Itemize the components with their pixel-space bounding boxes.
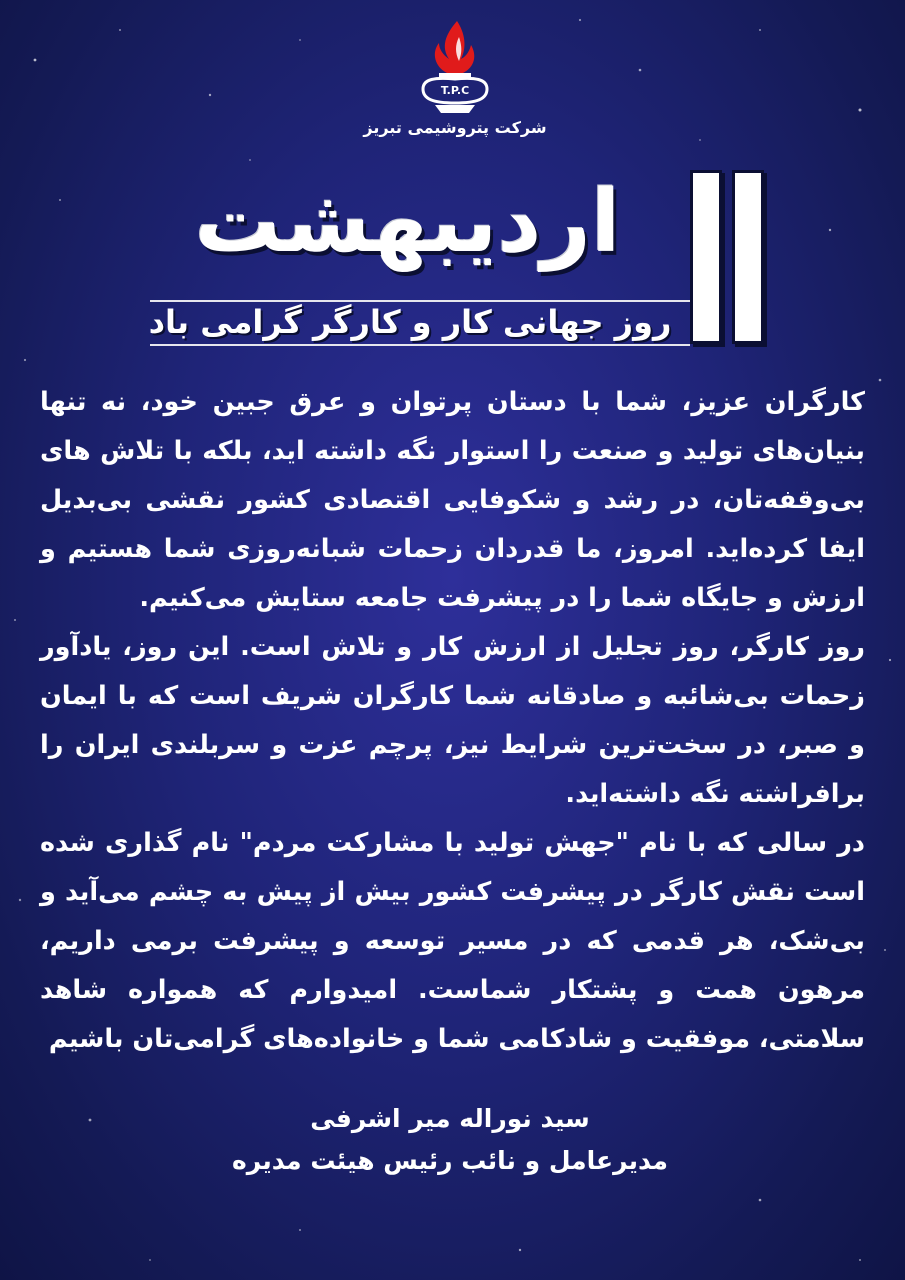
message-paragraph: در سالی که با نام "جهش تولید با مشارکت مردم" نام گذاری شده است نقش کارگر در پیشرفت کشور بیش از پیش به چشم می‌آید و بی‌شک، هر قدمی که در مسیر توسعه و پیشرفت برمی داریم، مرهون همت و پشتکار شماست. امیدوارم که همواره شاهد سلامتی، موفقیت و شادکامی شما و خانواده‌های گرامی‌تان باشیم (40, 828, 865, 1054)
labor-day-greeting: روز جهانی کار و کارگر گرامی باد (148, 303, 672, 341)
message-body (40, 378, 865, 1064)
flame-logo-icon (405, 15, 505, 120)
logo-badge-text: T.P.C (440, 84, 470, 97)
company-name: شرکت پتروشیمی تبریز (363, 118, 547, 137)
signatory-title: مدیرعامل و نائب رئیس هیئت مدیره (232, 1146, 668, 1175)
month-bar-right (732, 170, 764, 344)
month-number-graphic (682, 170, 770, 346)
message-paragraph: روز کارگر، روز تجلیل از ارزش کار و تلاش است. این روز، یادآور زحمات بی‌شائبه و صادقانه شما کارگران شریف است که با ایمان و صبر، در سخت‌ترین شرایط نیز، پرچم عزت و سربلندی ایران را برافراشته نگه داشته‌اید. (40, 632, 865, 809)
signatory-name: سید نوراله میر اشرفی (310, 1104, 590, 1133)
subtitle-rule-bottom (150, 344, 690, 346)
month-header (140, 168, 770, 350)
signature-block (150, 1098, 750, 1182)
message-paragraph: کارگران عزیز، شما با دستان پرتوان و عرق جبین خود، نه تنها بنیان‌های تولید و صنعت را استوار نگه داشته اید، بلکه با تلاش های بی‌وقفه‌تان، در رشد و شکوفایی اقتصادی کشور نقشی بی‌بدیل ایفا کرده‌اید. امروز، ما قدردان زحمات شبانه‌روزی شما هستیم و ارزش و جایگاه شما را در پیشرفت جامعه ستایش می‌کنیم. (40, 387, 865, 613)
month-title: اردیبهشت (194, 172, 621, 272)
company-logo (405, 15, 505, 120)
month-bar-left (690, 170, 722, 344)
